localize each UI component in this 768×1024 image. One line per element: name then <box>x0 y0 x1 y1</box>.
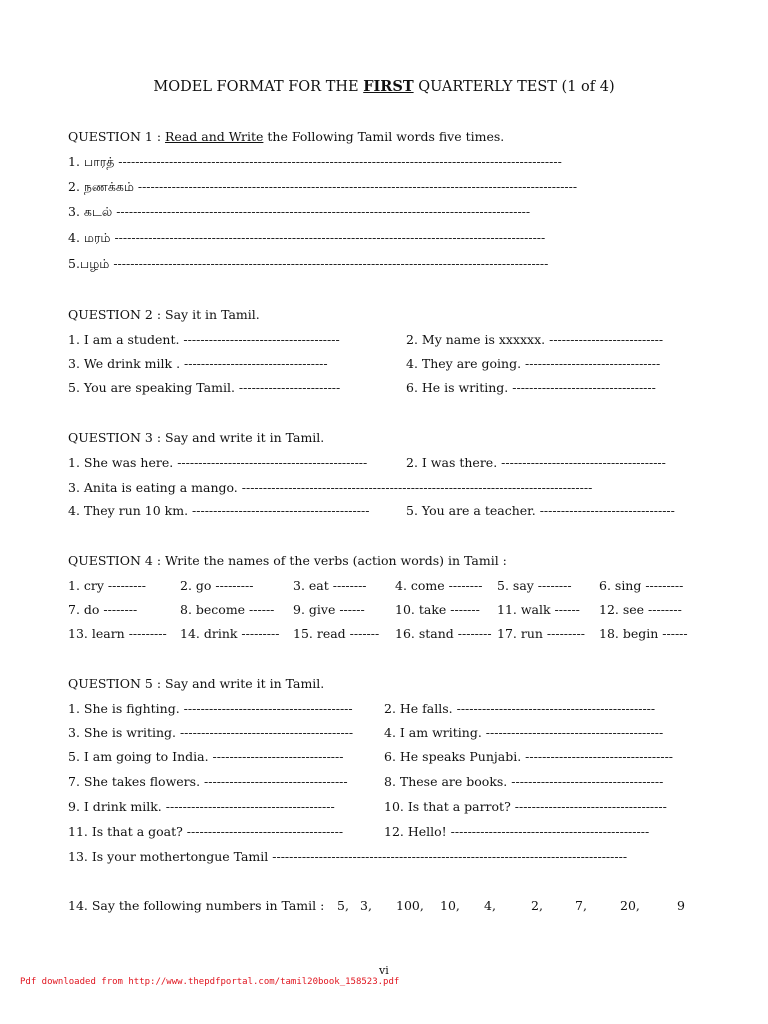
q2-item-6: 6. He is writing. ---------------------------------- <box>406 380 656 395</box>
q5-item-9: 9. I drink milk. ---------------------------------------- <box>68 799 335 814</box>
title-emphasis: FIRST <box>363 78 414 95</box>
verb-item: 14. drink --------- <box>180 626 280 641</box>
q1-item-3: 3. கடல் -------------------------------------------------------------------------------------------------- <box>68 204 531 219</box>
q2-item-3: 3. We drink milk . ---------------------------------- <box>68 356 328 371</box>
q5-item-11: 11. Is that a goat? ------------------------------------- <box>68 824 344 839</box>
number-item: 7, <box>575 898 587 913</box>
q2-item-2: 2. My name is xxxxxx. --------------------------- <box>406 332 664 347</box>
q1-item-5: 5.பழம் ------------------------------------------------------------------------------------------------------- <box>68 256 549 271</box>
number-item: 100, <box>396 898 424 913</box>
footer-source-link[interactable]: Pdf downloaded from http://www.thepdfportal.com/tamil20book_158523.pdf <box>20 977 400 987</box>
q3-item-3: 3. Anita is eating a mango. ----------------------------------------------------------------------------------- <box>68 480 593 495</box>
title-text-end: QUARTERLY TEST (1 of 4) <box>413 79 615 95</box>
question-2-heading: QUESTION 2 : Say it in Tamil. <box>68 307 260 322</box>
verb-item: 16. stand -------- <box>395 626 492 641</box>
q5-item-1: 1. She is fighting. ---------------------------------------- <box>68 701 353 716</box>
q1-item-1: 1. பாரத் --------------------------------------------------------------------------------------------------------- <box>68 154 562 169</box>
q5-item-13: 13. Is your mothertongue Tamil ------------------------------------------------------------------------------------ <box>68 849 628 864</box>
question-4-heading: QUESTION 4 : Write the names of the verbs (action words) in Tamil : <box>68 553 507 568</box>
number-item: 5, <box>337 898 349 913</box>
number-item: 3, <box>360 898 372 913</box>
verb-item: 4. come -------- <box>395 578 483 593</box>
verb-item: 2. go --------- <box>180 578 254 593</box>
verb-item: 10. take ------- <box>395 602 480 617</box>
q5-item-7: 7. She takes flowers. ---------------------------------- <box>68 774 348 789</box>
q2-item-4: 4. They are going. -------------------------------- <box>406 356 661 371</box>
verb-item: 15. read ------- <box>293 626 380 641</box>
question-1-underlined: Read and Write <box>165 129 264 144</box>
verb-item: 17. run --------- <box>497 626 585 641</box>
number-item: 2, <box>531 898 543 913</box>
number-item: 10, <box>440 898 460 913</box>
verb-item: 18. begin ------ <box>599 626 688 641</box>
number-item: 9 <box>677 898 685 913</box>
verb-item: 9. give ------ <box>293 602 365 617</box>
q5-item-14: 14. Say the following numbers in Tamil : <box>68 898 325 913</box>
q5-item-2: 2. He falls. ----------------------------------------------- <box>384 701 656 716</box>
page-number: vi <box>379 964 389 977</box>
q1-item-4: 4. மரம் ------------------------------------------------------------------------------------------------------ <box>68 230 546 245</box>
q2-item-1: 1. I am a student. ------------------------------------- <box>68 332 340 347</box>
q5-item-12: 12. Hello! ----------------------------------------------- <box>384 824 650 839</box>
question-3-heading: QUESTION 3 : Say and write it in Tamil. <box>68 430 325 445</box>
question-1-heading <box>68 129 504 145</box>
q3-item-4: 4. They run 10 km. ------------------------------------------ <box>68 503 370 518</box>
q5-item-8: 8. These are books. ------------------------------------ <box>384 774 664 789</box>
q5-item-5: 5. I am going to India. ------------------------------- <box>68 749 344 764</box>
number-item: 20, <box>620 898 640 913</box>
number-item: 4, <box>484 898 496 913</box>
verb-item: 11. walk ------ <box>497 602 580 617</box>
verb-item: 7. do -------- <box>68 602 138 617</box>
question-5-heading: QUESTION 5 : Say and write it in Tamil. <box>68 676 325 691</box>
verb-item: 8. become ------ <box>180 602 275 617</box>
q5-item-6: 6. He speaks Punjabi. ----------------------------------- <box>384 749 674 764</box>
verb-item: 1. cry --------- <box>68 578 146 593</box>
verb-item: 6. sing --------- <box>599 578 684 593</box>
q1-item-2: 2. நணக்கம் -------------------------------------------------------------------------------------------------------- <box>68 179 578 194</box>
q3-item-1: 1. She was here. --------------------------------------------- <box>68 455 368 470</box>
verb-item: 13. learn --------- <box>68 626 167 641</box>
q5-item-10: 10. Is that a parrot? ------------------------------------ <box>384 799 667 814</box>
question-1-instruction: the Following Tamil words five times. <box>263 129 505 144</box>
verb-item: 12. see -------- <box>599 602 682 617</box>
q5-item-3: 3. She is writing. ----------------------------------------- <box>68 725 354 740</box>
q3-item-2: 2. I was there. --------------------------------------- <box>406 455 666 470</box>
q2-item-5: 5. You are speaking Tamil. ------------------------ <box>68 380 341 395</box>
title-text-start: MODEL FORMAT FOR THE <box>153 79 364 95</box>
page-title <box>0 78 768 95</box>
q3-item-5: 5. You are a teacher. -------------------------------- <box>406 503 675 518</box>
q5-item-4: 4. I am writing. ------------------------------------------ <box>384 725 664 740</box>
question-1-label: QUESTION 1 : <box>68 129 166 144</box>
verb-item: 5. say -------- <box>497 578 572 593</box>
verb-item: 3. eat -------- <box>293 578 367 593</box>
